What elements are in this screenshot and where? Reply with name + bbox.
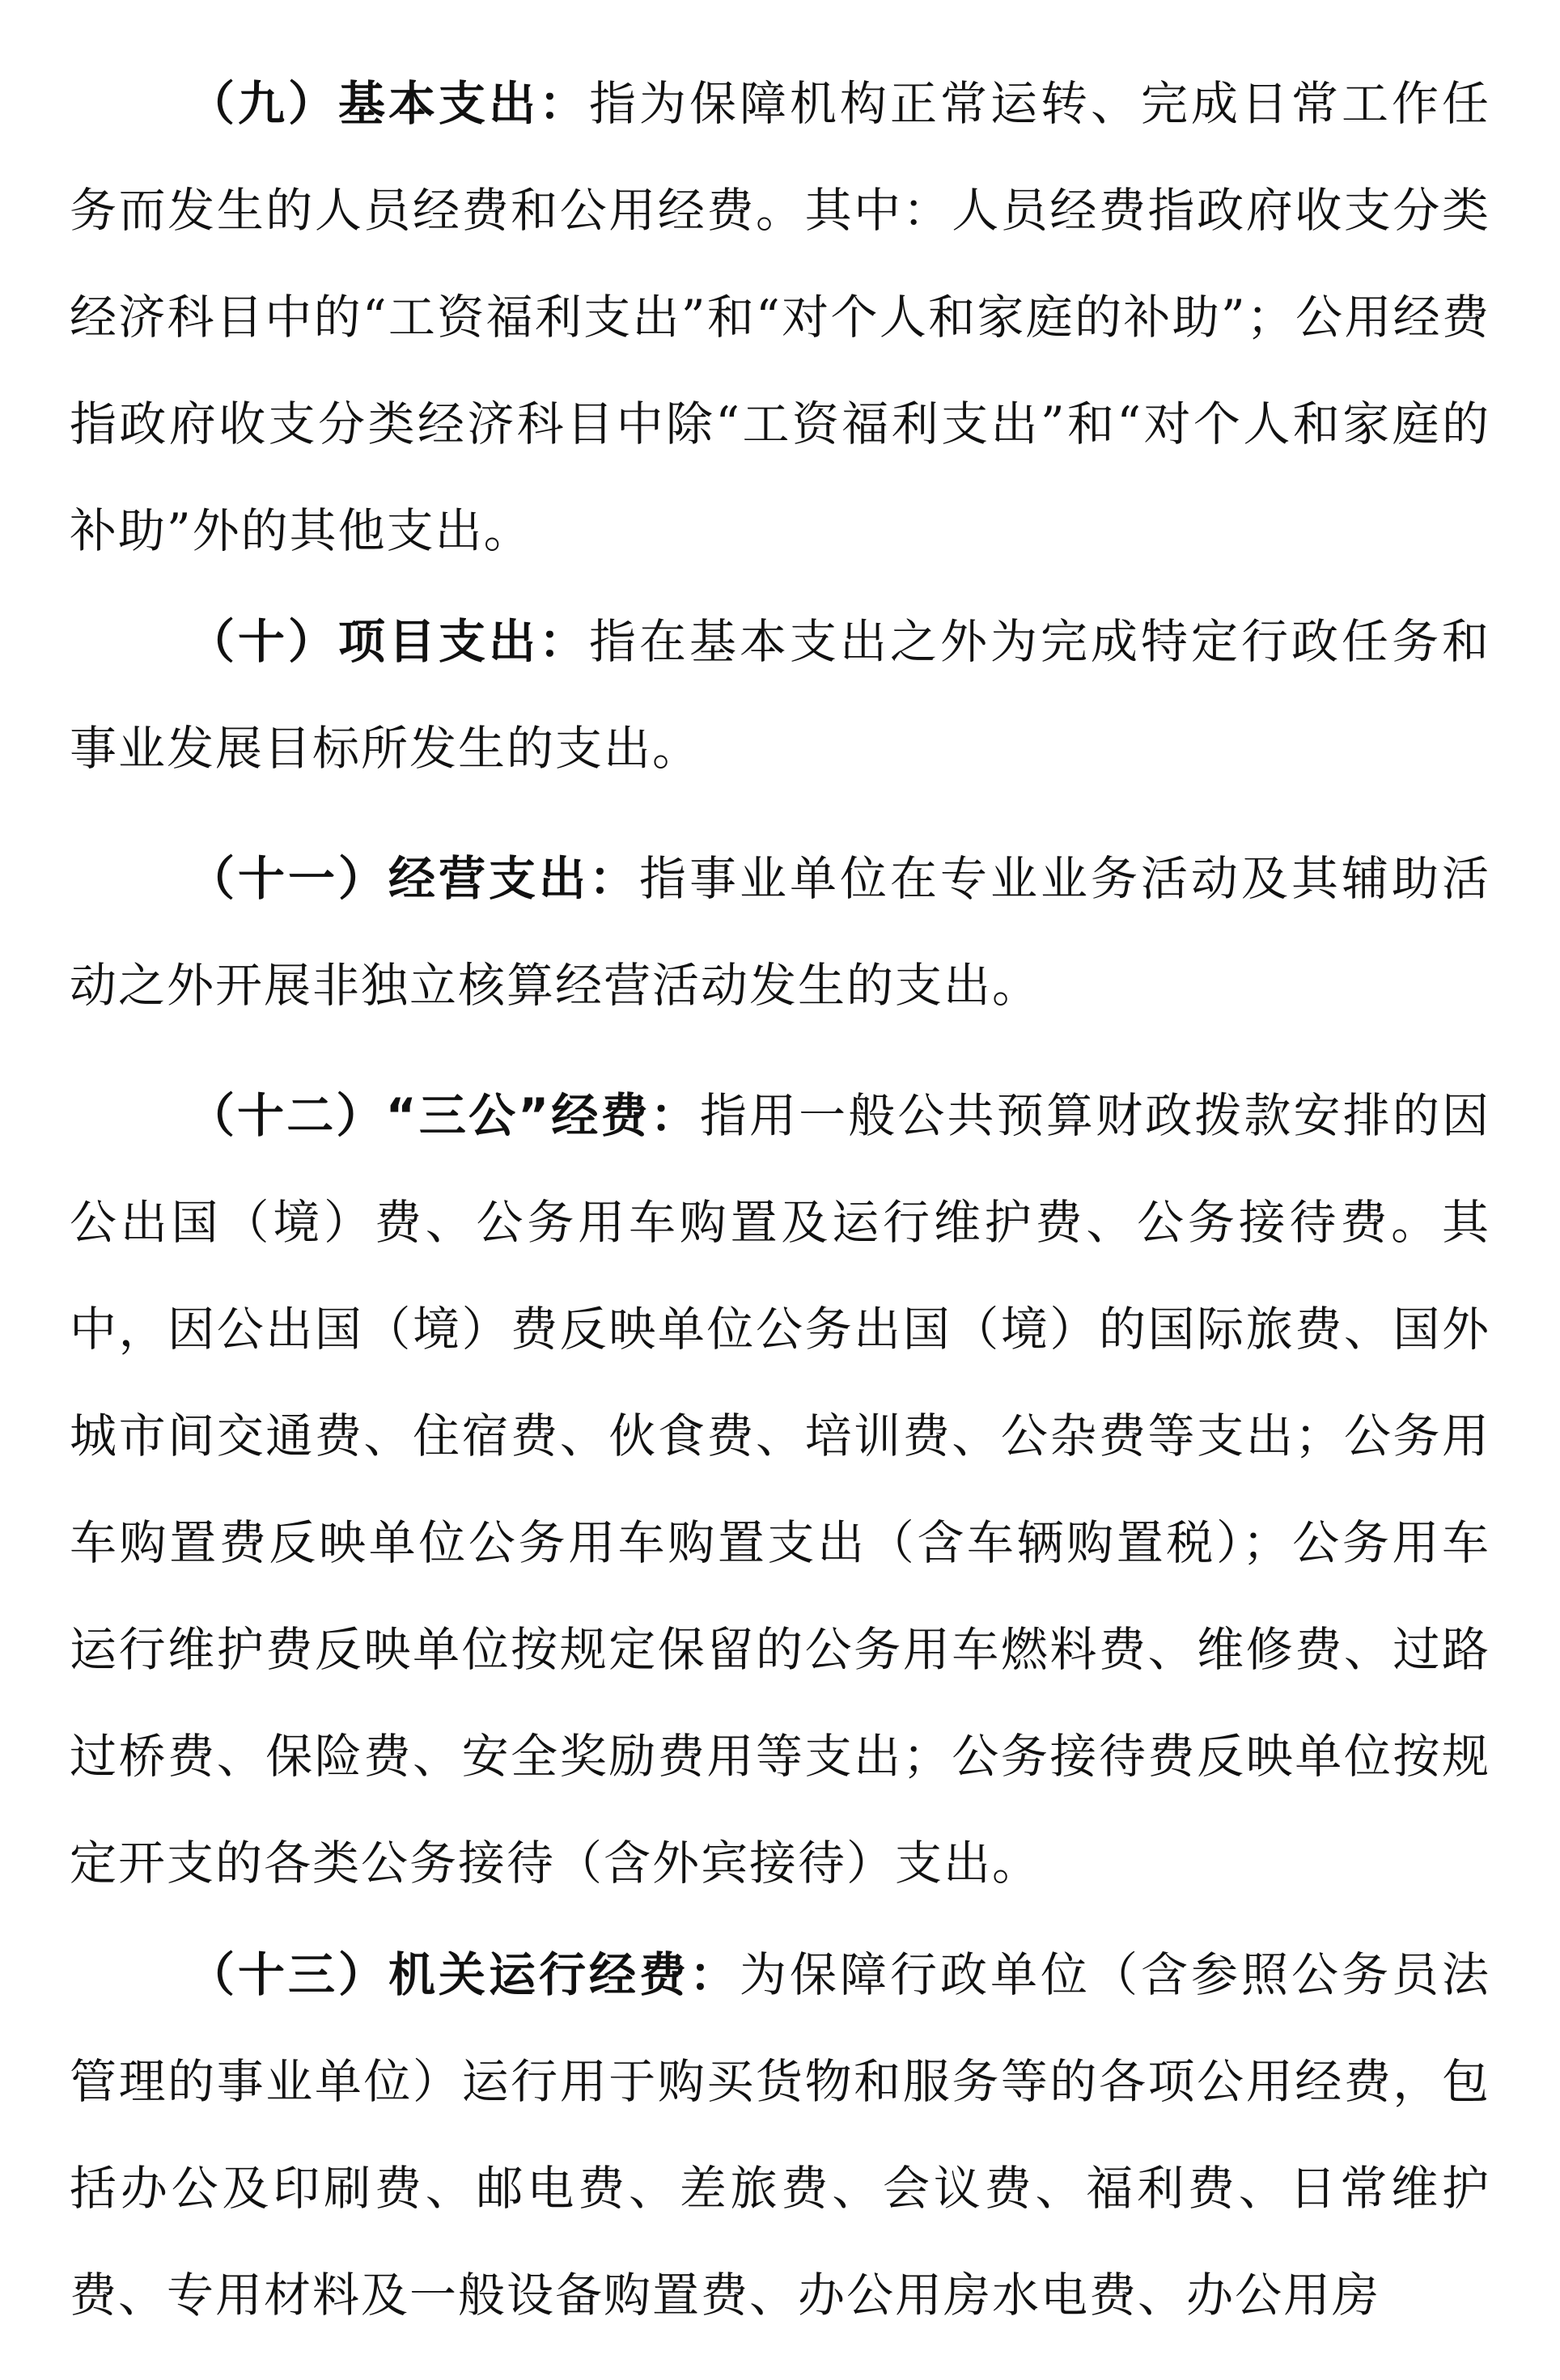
term-heading: （十三）机关运行经费： <box>188 1947 740 2002</box>
paragraph-body: 指用一般公共预算财政拨款安排的因公出国（境）费、公务用车购置及运行维护费、公务接待费。其中，因公出国（境）费反映单位公务出国（境）的国际旅费、国外城市间交通费、住宿费、伙食费、培训费、公杂费等支出；公务用车购置费反映单位公务用车购置支出（含车辆购置税）；公务用车运行维护费反映单位按规定保留的公务用车燃料费、维修费、过路过桥费、保险费、安全奖励费用等支出；公务接待费反映单位按规定开支的各类公务接待（含外宾接待）支出。 <box>70 1088 1490 1891</box>
paragraph-agency-operating-funds <box>70 1921 1490 2348</box>
paragraph-operating-expenditure <box>70 825 1490 1039</box>
paragraph-project-expenditure <box>70 588 1490 802</box>
paragraph-three-public-funds <box>70 1062 1490 1916</box>
paragraph-basic-expenditure <box>70 50 1490 584</box>
term-heading: （十一）经营支出： <box>188 851 639 906</box>
paragraph-body: 指为保障机构正常运转、完成日常工作任务而发生的人员经费和公用经费。其中：人员经费指政府收支分类经济科目中的“工资福利支出”和“对个人和家庭的补助”；公用经费指政府收支分类经济科目中除“工资福利支出”和“对个人和家庭的补助”外的其他支出。 <box>70 76 1490 558</box>
term-heading: （十）项目支出： <box>188 614 589 669</box>
paragraph-body: 为保障行政单位（含参照公务员法管理的事业单位）运行用于购买货物和服务等的各项公用经费，包括办公及印刷费、邮电费、差旅费、会议费、福利费、日常维护费、专用材料及一般设备购置费、办公用房水电费、办公用房 <box>70 1947 1490 2323</box>
term-heading: （十二）“三公”经费： <box>188 1088 700 1143</box>
term-heading: （九）基本支出： <box>188 76 589 131</box>
paragraph-body: 指在基本支出之外为完成特定行政任务和事业发展目标所发生的支出。 <box>70 614 1490 776</box>
paragraph-body: 指事业单位在专业业务活动及其辅助活动之外开展非独立核算经营活动发生的支出。 <box>70 851 1490 1013</box>
